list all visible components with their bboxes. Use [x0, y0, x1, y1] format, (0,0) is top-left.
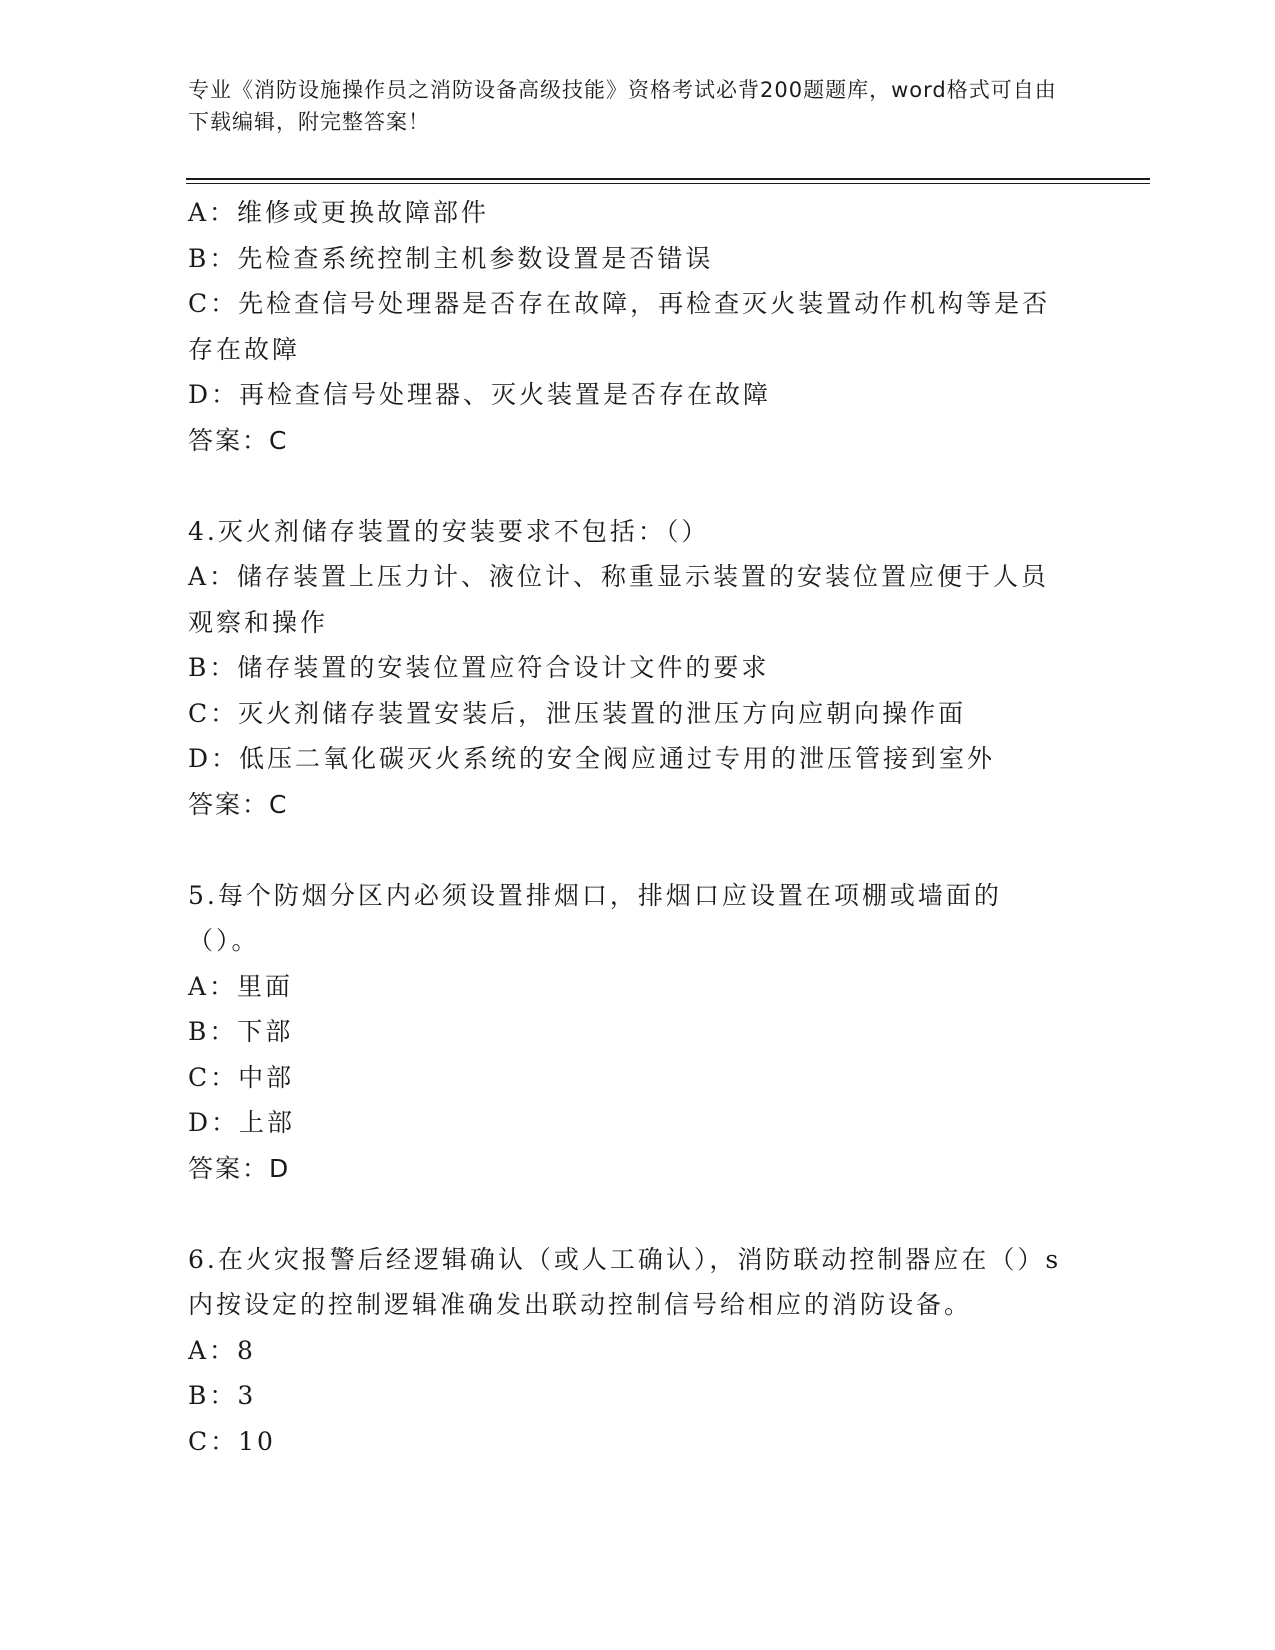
spacer — [188, 827, 1068, 873]
option-a: A：里面 — [188, 971, 294, 1001]
answer: 答案：D — [188, 1153, 291, 1183]
question-6 — [188, 1237, 1068, 1465]
document-header: 专业《消防设施操作员之消防设备高级技能》资格考试必背200题题库，word格式可自由下载编辑，附完整答案！ — [188, 78, 1057, 134]
option-b: B：3 — [188, 1381, 257, 1410]
option-a: A：储存装置上压力计、液位计、称重显示装置的安装位置应便于人员观察和操作 — [188, 562, 1050, 637]
question-stem: 4.灭火剂储存装置的安装要求不包括：（） — [188, 516, 710, 546]
option-c: C：中部 — [188, 1062, 295, 1092]
header-rule-thin — [186, 183, 1150, 184]
question-4 — [188, 509, 1068, 828]
header-rule-thick — [186, 178, 1150, 180]
spacer — [188, 463, 1068, 509]
option-d: D：上部 — [188, 1108, 296, 1137]
answer: 答案：C — [188, 425, 289, 455]
document-body — [188, 190, 1068, 1464]
option-b: B：储存装置的安装位置应符合设计文件的要求 — [188, 653, 770, 682]
option-b: B：下部 — [188, 1017, 294, 1046]
question-3 — [188, 190, 1068, 463]
answer: 答案：C — [188, 789, 289, 819]
question-5 — [188, 873, 1068, 1192]
option-c: C：先检查信号处理器是否存在故障，再检查灭火装置动作机构等是否存在故障 — [188, 289, 1051, 364]
spacer — [188, 1191, 1068, 1237]
option-d: D：再检查信号处理器、灭火装置是否存在故障 — [188, 380, 772, 409]
option-c: C：灭火剂储存装置安装后，泄压装置的泄压方向应朝向操作面 — [188, 698, 967, 728]
option-d: D：低压二氧化碳灭火系统的安全阀应通过专用的泄压管接到室外 — [188, 744, 996, 773]
question-stem: 5.每个防烟分区内必须设置排烟口，排烟口应设置在项棚或墙面的（）。 — [188, 880, 1002, 955]
option-a: A：8 — [188, 1335, 256, 1365]
option-a: A：维修或更换故障部件 — [188, 198, 490, 227]
option-c: C：10 — [188, 1426, 276, 1456]
question-stem: 6.在火灾报警后经逻辑确认（或人工确认），消防联动控制器应在（）s内按设定的控制逻辑准确发出联动控制信号给相应的消防设备。 — [188, 1244, 1062, 1319]
option-b: B：先检查系统控制主机参数设置是否错误 — [188, 243, 714, 273]
